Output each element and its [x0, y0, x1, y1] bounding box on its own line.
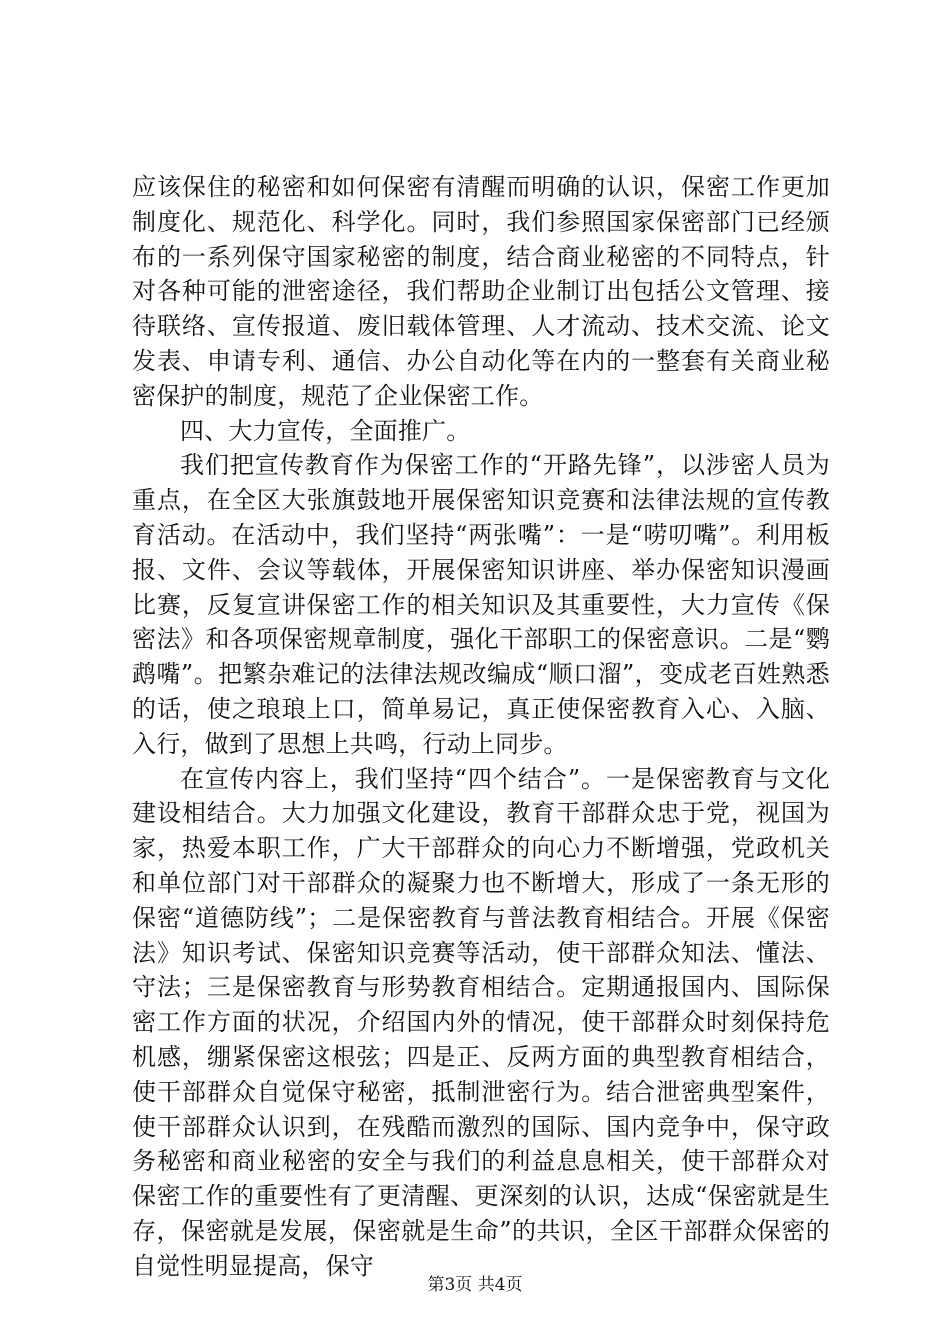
page-number-footer: 第3页 共4页	[427, 1275, 523, 1295]
document-body	[132, 170, 830, 1284]
paragraph-four-combinations: 在宣传内容上，我们坚持“四个结合”。一是保密教育与文化建设相结合。大力加强文化建设，教育干部群众忠于党，视国为家，热爱本职工作，广大干部群众的向心力不断增强，党政机关和单位部门对干部群众的凝聚力也不断增大，形成了一条无形的保密“道德防线”；二是保密教育与普法教育相结合。开展《保密法》知识考试、保密知识竞赛等活动，使干部群众知法、懂法、守法；三是保密教育与形势教育相结合。定期通报国内、国际保密工作方面的状况，介绍国内外的情况，使干部群众时刻保持危机感，绷紧保密这根弦；四是正、反两方面的典型教育相结合，使干部群众自觉保守秘密，抵制泄密行为。结合泄密典型案件，使干部群众认识到，在残酷而激烈的国际、国内竞争中，保守政务秘密和商业秘密的安全与我们的利益息息相关，使干部群众对保密工作的重要性有了更清醒、更深刻的认识，达成“保密就是生存，保密就是发展，保密就是生命”的共识，全区干部群众保密的自觉性明显提高，保守	[132, 764, 830, 1280]
section-heading-four: 四、大力宣传，全面推广。	[180, 416, 471, 445]
paragraph-continuation: 应该保住的秘密和如何保密有清醒而明确的认识，保密工作更加制度化、规范化、科学化。同时，我们参照国家保密部门已经颁布的一系列保守国家秘密的制度，结合商业秘密的不同特点，针对各种可能的泄密途径，我们帮助企业制订出包括公文管理、接待联络、宣传报道、废旧载体管理、人才流动、技术交流、论文发表、申请专利、通信、办公自动化等在内的一整套有关商业秘密保护的制度，规范了企业保密工作。	[132, 173, 830, 410]
paragraph-publicity-education: 我们把宣传教育作为保密工作的“开路先锋”，以涉密人员为重点，在全区大张旗鼓地开展保密知识竞赛和法律法规的宣传教育活动。在活动中，我们坚持“两张嘴”：一是“唠叨嘴”。利用板报、文件、会议等载体，开展保密知识讲座、举办保密知识漫画比赛，反复宣讲保密工作的相关知识及其重要性，大力宣传《保密法》和各项保密规章制度，强化干部职工的保密意识。二是“鹦鹉嘴”。把繁杂难记的法律法规改编成“顺口溜”，变成老百姓熟悉的话，使之琅琅上口，简单易记，真正使保密教育入心、入脑、入行，做到了思想上共鸣，行动上同步。	[132, 451, 830, 758]
